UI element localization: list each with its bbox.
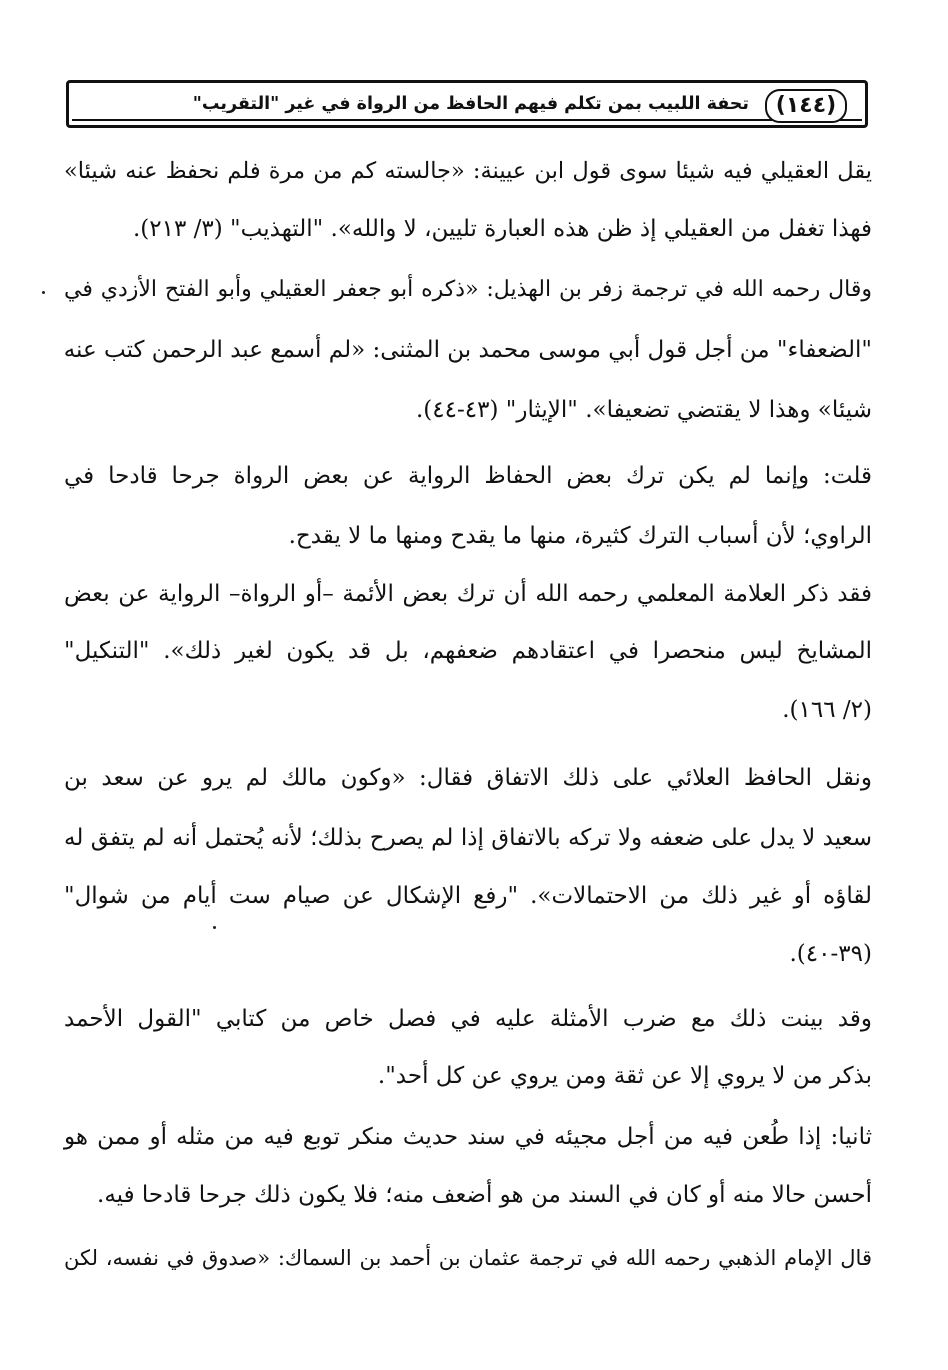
text-line: أحسن حالا منه أو كان في السند من هو أضعف منه؛ فلا يكون ذلك جرحا قادحا فيه. <box>97 1182 872 1208</box>
text-line: يقل العقيلي فيه شيئا سوى قول ابن عيينة: «جالسته كم من مرة فلم نحفظ عنه شيئا» <box>64 158 872 184</box>
text-line: وقد بينت ذلك مع ضرب الأمثلة عليه في فصل خاص من كتابي "القول الأحمد <box>64 1006 872 1032</box>
text-line: (٢/ ١٦٦). <box>782 697 872 723</box>
text-line: "الضعفاء" من أجل قول أبي موسى محمد بن المثنى: «لم أسمع عبد الرحمن كتب عنه <box>63 337 872 363</box>
text-line: (٣٩-٤٠). <box>789 941 872 967</box>
page-number: (١٤٤) <box>765 89 847 123</box>
page-header <box>66 80 868 128</box>
scan-speck <box>213 926 216 929</box>
text-line: فهذا تغفل من العقيلي إذ ظن هذه العبارة تليين، لا والله». "التهذيب" (٣/ ٢١٣). <box>132 216 872 242</box>
text-line: الراوي؛ لأن أسباب الترك كثيرة، منها ما يقدح ومنها ما لا يقدح. <box>288 523 872 549</box>
text-line: ثانيا: إذا طُعن فيه من أجل مجيئه في سند حديث منكر توبع فيه من مثله أو ممن هو <box>64 1124 872 1150</box>
text-line: ونقل الحافظ العلائي على ذلك الاتفاق فقال: «وكون مالك لم يرو عن سعد بن <box>64 765 872 791</box>
text-line: وقال رحمه الله في ترجمة زفر بن الهذيل: «ذكره أبو جعفر العقيلي وأبو الفتح الأزدي في <box>64 277 872 302</box>
text-line: المشايخ ليس منحصرا في اعتقادهم ضعفهم، بل قد يكون لغير ذلك». "التنكيل" <box>64 638 873 664</box>
header-underline <box>72 119 862 121</box>
text-line: شيئا» وهذا لا يقتضي تضعيفا». "الإيثار" (٤٣-٤٤). <box>415 397 872 423</box>
text-line: قلت: وإنما لم يكن ترك بعض الحفاظ الرواية عن بعض الرواة جرحا قادحا في <box>64 463 872 489</box>
text-line: بذكر من لا يروي إلا عن ثقة ومن يروي عن كل أحد". <box>377 1063 872 1089</box>
text-line: فقد ذكر العلامة المعلمي رحمه الله أن ترك بعض الأئمة –أو الرواة– الرواية عن بعض <box>64 581 872 607</box>
scan-speck <box>42 291 45 294</box>
text-line: سعيد لا يدل على ضعفه ولا تركه بالاتفاق إذا لم يصرح بذلك؛ لأنه يُحتمل أنه لم يتفق له <box>64 825 872 851</box>
running-title: تحفة اللبيب بمن تكلم فيهم الحافظ من الرواة في غير "التقريب" <box>192 94 749 114</box>
text-line: قال الإمام الذهبي رحمه الله في ترجمة عثمان بن أحمد بن السماك: «صدوق في نفسه، لكن <box>64 1246 872 1270</box>
text-line: لقاؤه أو غير ذلك من الاحتمالات». "رفع الإشكال عن صيام ست أيام من شوال" <box>64 883 872 909</box>
